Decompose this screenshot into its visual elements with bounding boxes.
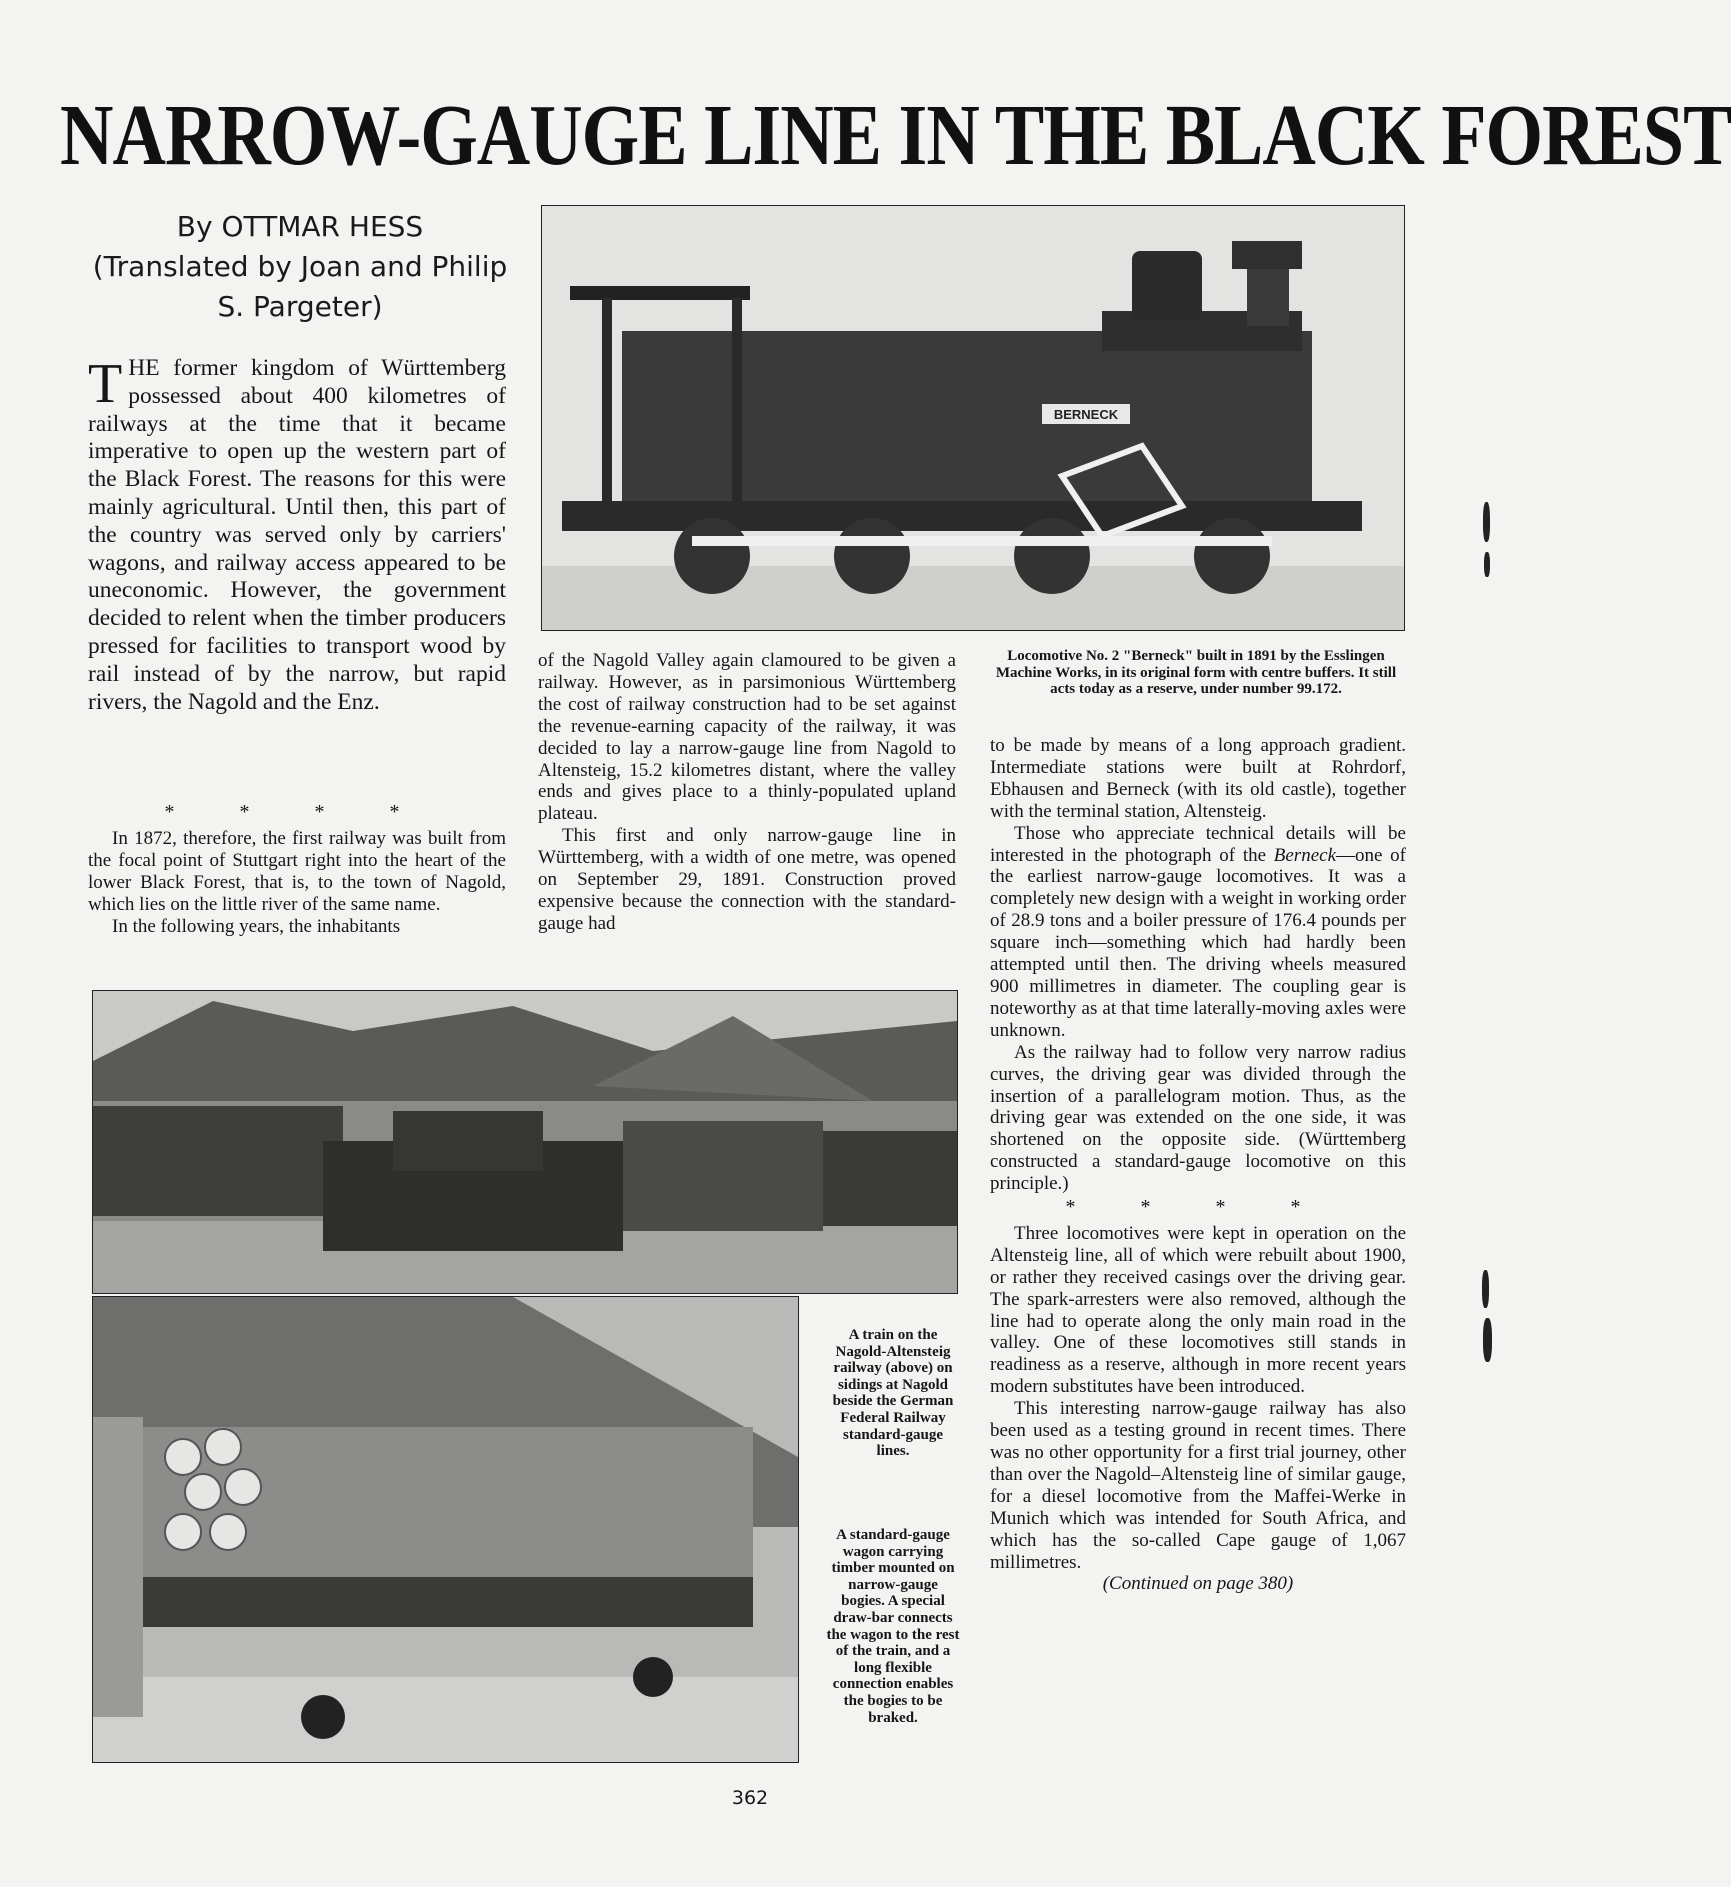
margin-mark: [1483, 1318, 1492, 1362]
berneck-italic: Berneck: [1273, 844, 1336, 866]
train-photo: [92, 990, 958, 1294]
middle-paragraph-2: This first and only narrow-gauge line in Württemberg, with a width of one metre, was opened on September 29, 1891. Construction proved expensive because the connection with the standard-gauge had: [538, 825, 956, 934]
byline-author: By OTTMAR HESS: [176, 210, 424, 243]
right-paragraph-4: Three locomotives were kept in operation on the Altensteig line, all of which were rebuilt about 1900, or rather they received casings over the driving gear. The spark-arresters were also removed, although the line had to operate along the only main road in the valley. One of these locomotives still stands in readiness as a reserve, although in more recent years modern substitutes have been introduced.: [990, 1222, 1406, 1398]
right-paragraph-5: This interesting narrow-gauge railway has also been used as a testing ground in recent times. There was no other opportunity for a first trial journey, other than over the Nagold–Altensteig line of similar gauge, for a diesel locomotive from the Maffei-Werke in Munich which was intended for South Africa, and which has the so-called Cape gauge of 1,067 millimetres.: [990, 1398, 1406, 1573]
right-paragraph-2-pre: Those who appreciate technical details will be interested in the photograph of the: [990, 822, 1406, 866]
margin-mark: [1483, 502, 1490, 542]
right-paragraph-2-post: —one of the earliest narrow-gauge locomotives. It was a completely new design with a weight in working order of 28.9 tons and a boiler pressure of 176.4 pounds per square inch—something which had hardly been attempted until then. The driving wheels measured 900 millimetres in diameter. The coupling gear is noteworthy as at that time laterally-moving axles were unknown.: [990, 844, 1406, 1041]
byline-translators: (Translated by Joan and Philip: [92, 250, 508, 283]
column-middle: [538, 650, 956, 935]
byline-translators-cont: S. Pargeter): [217, 290, 383, 323]
left-paragraph-2: In 1872, therefore, the first railway was built from the focal point of Stuttgart right into the heart of the lower Black Forest, that is, to the town of Nagold, which lies on the little river of the same name.: [88, 827, 506, 915]
drop-cap: T: [88, 353, 123, 415]
right-paragraph-2: [990, 823, 1406, 1042]
wagon-caption: A standard-gauge wagon carrying timber mounted on narrow-gauge bogies. A special draw-bar connects the wagon to the rest of the train, and a long flexible connection enables the bogies to be braked.: [826, 1527, 960, 1726]
section-break-stars: * * * *: [164, 801, 430, 823]
column-left-upper: [88, 355, 506, 716]
column-left-lower: [88, 800, 506, 937]
right-paragraph-1: to be made by means of a long approach gradient. Intermediate stations were built at Rohrdorf, Ebhausen and Berneck (with its old castle), together with the terminal station, Altensteig.: [990, 735, 1406, 822]
train-caption: A train on the Nagold-Altensteig railway (above) on sidings at Nagold beside the German Federal Railway standard-gauge lines.: [832, 1327, 954, 1460]
locomotive-photo: [541, 205, 1405, 631]
byline: [80, 207, 520, 327]
margin-mark: [1484, 552, 1490, 577]
timber-wagon-photo: [92, 1296, 799, 1763]
right-section-break-stars: * * * *: [1065, 1196, 1331, 1219]
middle-paragraph-1: of the Nagold Valley again clamoured to be given a railway. However, as in parsimonious Württemberg the cost of railway construction had to be set against the revenue-earning capacity of the railway, it was decided to lay a narrow-gauge line from Nagold to Altensteig, 15.2 kilometres distant, where the valley ends and gives place to a thinly-populated upland plateau.: [538, 650, 956, 825]
berneck-nameplate-text: BERNECK: [1053, 407, 1119, 422]
continued-note: (Continued on page 380): [1102, 1573, 1294, 1595]
column-right: [990, 735, 1406, 1595]
article-title: NARROW-GAUGE LINE IN THE BLACK FOREST: [60, 87, 1731, 185]
train-illustration: [93, 991, 957, 1293]
timber-wagon-illustration: [93, 1297, 798, 1762]
left-paragraph-1: HE former kingdom of Württemberg possessed about 400 kilometres of railways at the time that it became imperative to open up the western part of the Black Forest. The reasons for this were mainly agricultural. Until then, this part of the country was served only by carriers' wagons, and railway access appeared to be uneconomic. However, the government decided to relent when the timber producers pressed for facilities to transport wood by rail instead of by the narrow, but rapid rivers, the Nagold and the Enz.: [88, 355, 506, 715]
margin-mark: [1482, 1270, 1489, 1308]
left-paragraph-3: In the following years, the inhabitants: [112, 915, 401, 937]
right-paragraph-3: As the railway had to follow very narrow radius curves, the driving gear was divided through the insertion of a parallelogram motion. Thus, as the driving gear was extended on the one side, it was shortened on the opposite side. (Württemberg constructed a standard-gauge locomotive on this principle.): [990, 1041, 1406, 1195]
locomotive-illustration: [542, 206, 1404, 630]
locomotive-caption: Locomotive No. 2 "Berneck" built in 1891 by the Esslingen Machine Works, in its original form with centre buffers. It still acts today as a reserve, under number 99.172.: [995, 648, 1397, 698]
page-number: 362: [731, 1787, 769, 1809]
